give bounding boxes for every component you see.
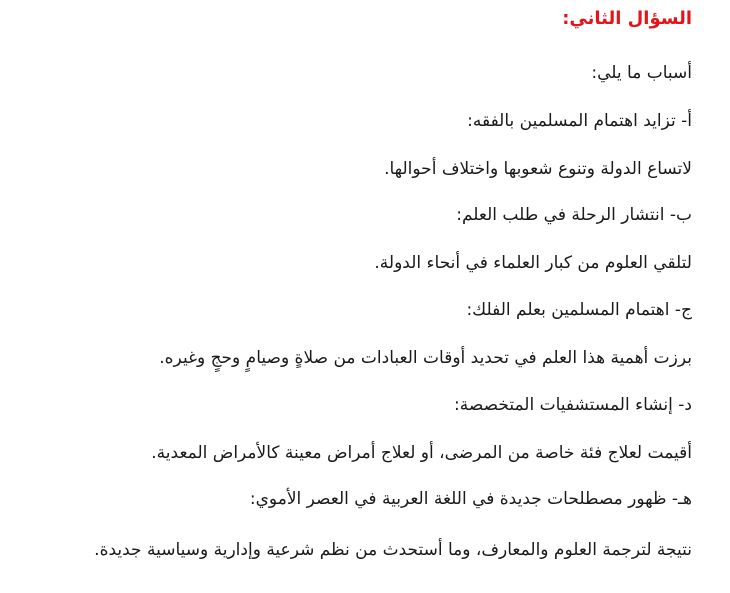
item-c-question: ج- اهتمام المسلمين بعلم الفلك:	[466, 300, 692, 320]
question-title: السؤال الثاني:	[562, 8, 692, 29]
item-b-answer: لتلقي العلوم من كبار العلماء في أنحاء الدولة.	[374, 253, 692, 273]
intro-text: أسباب ما يلي:	[591, 63, 692, 83]
item-a-question: أ- تزايد اهتمام المسلمين بالفقه:	[467, 111, 692, 131]
item-c-answer: برزت أهمية هذا العلم في تحديد أوقات العبادات من صلاةٍ وصيامٍ وحجٍ وغيره.	[159, 348, 692, 368]
item-d-question: د- إنشاء المستشفيات المتخصصة:	[454, 395, 692, 415]
item-a-answer: لاتساع الدولة وتنوع شعوبها واختلاف أحوالها.	[384, 159, 692, 179]
item-b-question: ب- انتشار الرحلة في طلب العلم:	[456, 205, 692, 225]
item-e-question: هـ- ظهور مصطلحات جديدة في اللغة العربية في العصر الأموي:	[249, 489, 692, 509]
item-d-answer: أقيمت لعلاج فئة خاصة من المرضى، أو لعلاج أمراض معينة كالأمراض المعدية.	[151, 443, 692, 463]
item-e-answer: نتيجة لترجمة العلوم والمعارف، وما أستحدث من نظم شرعية وإدارية وسياسية جديدة.	[94, 540, 692, 560]
